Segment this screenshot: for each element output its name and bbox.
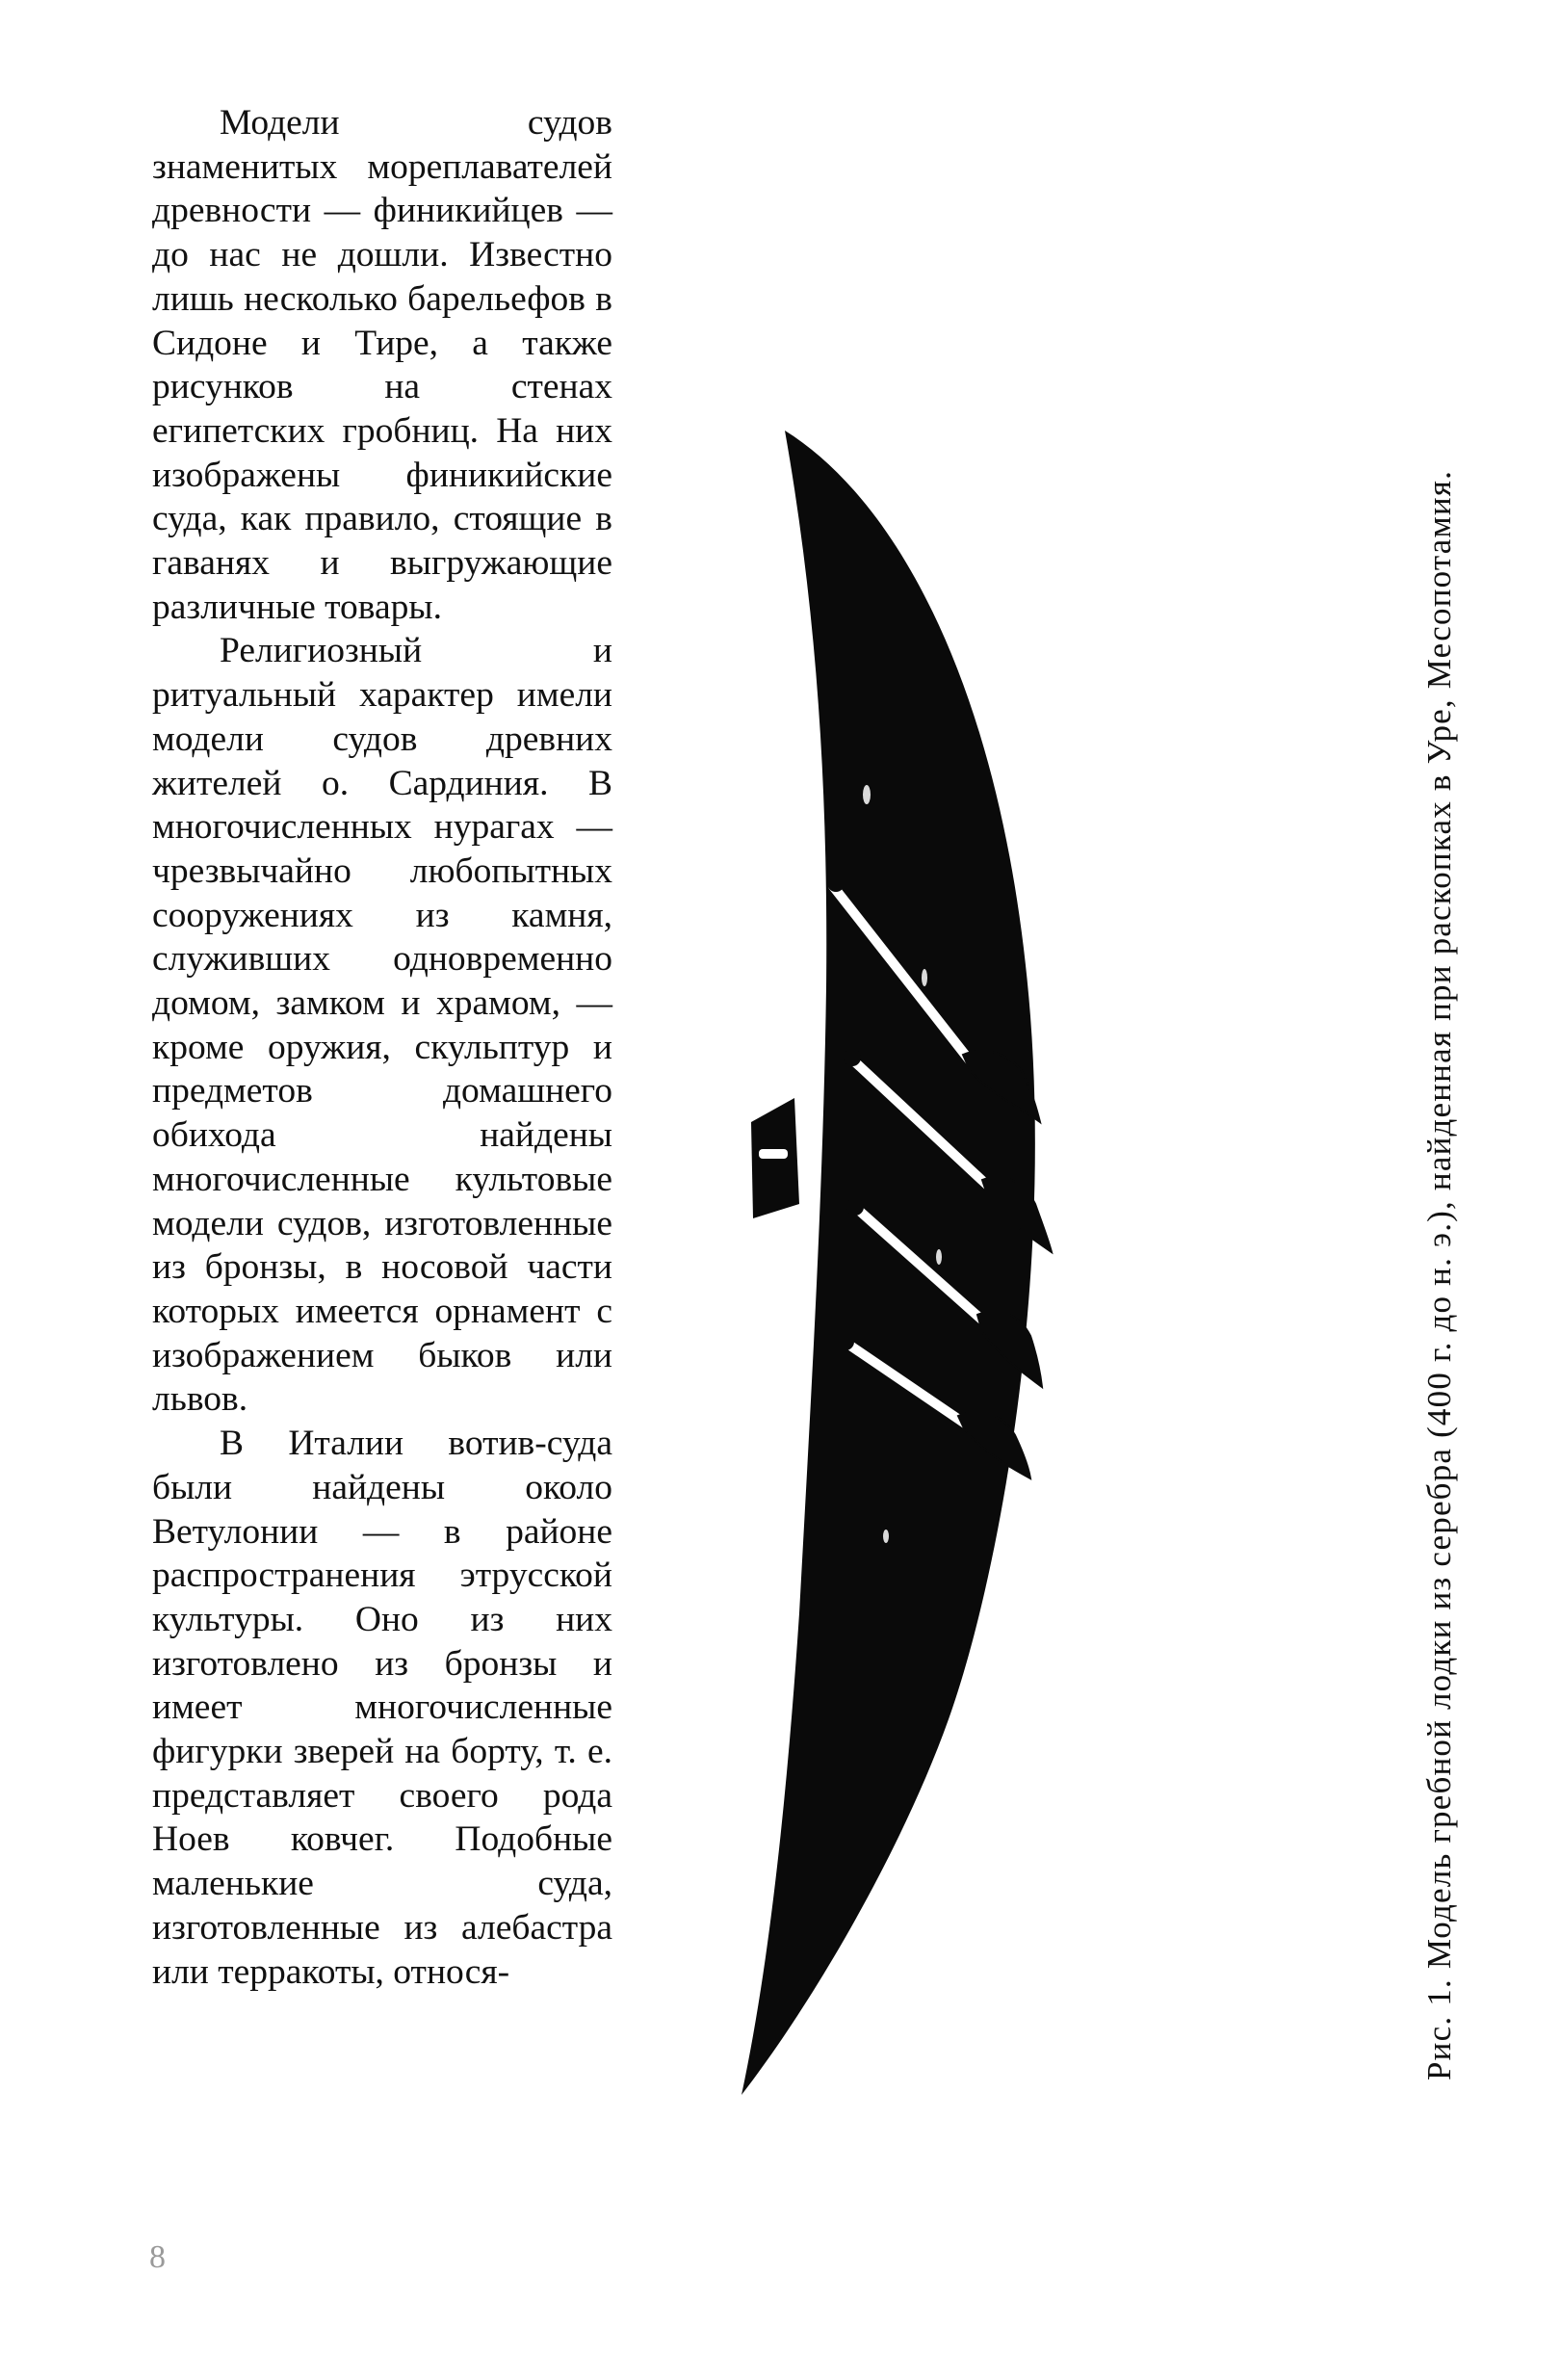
silver-boat-figure [741, 390, 1290, 2095]
paragraph-sardinia-models: Религиозный и ритуальный характер имели модели судов древних жителей о. Сардиния. В многочисленных нурагах — чрезвычайно любопытных сооружениях из камня, служивших одновременно домом, замком и храмом, — кроме оружия, скульптур и предметов домашнего обихода найдены многочисленные культовые модели судов, изготовленные из бронзы, в носовой части которых имеется орнамент с изображением быков или львов. [152, 631, 612, 1420]
boat-model-image [741, 390, 1290, 2095]
boat-hull [741, 431, 1035, 2095]
figure-caption: Рис. 1. Модель гребной лодки из серебра (400 г. до н. э.), найденная при раскопках в Уре, Месопотамия. [1420, 469, 1458, 2080]
cabin-window [759, 1149, 788, 1159]
page-number: 8 [149, 2239, 166, 2275]
body-text-column [152, 101, 612, 1994]
paragraph-italy-votive-ships: В Италии вотив-суда были найдены около Ветулонии — в районе распространения этрусской культуры. Оно из них изготовлено из бронзы и имеет многочисленные фигурки зверей на борту, т. е. представляет своего рода Ноев ковчег. Подобные маленькие суда, изготовленные из алебастра или терракоты, относя- [152, 1424, 612, 1992]
paragraph-phoenician-ships: Модели судов знаменитых мореплавателей древности — финикийцев — до нас не дошли. Известно лишь несколько барельефов в Сидоне и Тире, а также рисунков на стенах египетских гробниц. На них изображены финикийские суда, как правило, стоящие в гаванях и выгружающие различные товары. [152, 103, 612, 627]
